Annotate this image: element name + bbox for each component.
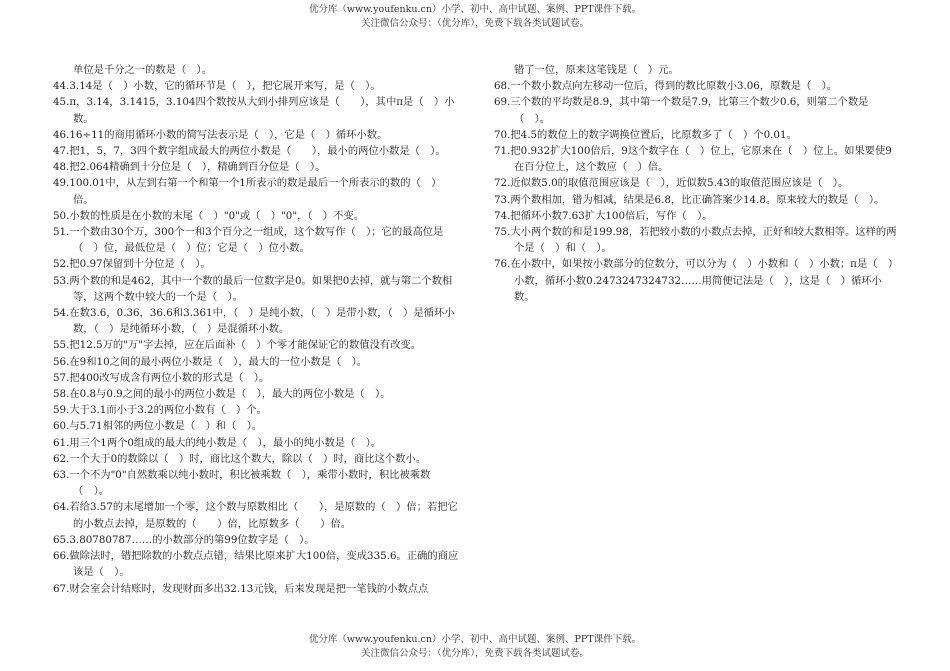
question-item: 53.两个数的和是462，其中一个数的最后一位数字是0。如果把0去掉，就与第二个数相等，这两个数中较大的一个是（ ）。	[53, 274, 453, 303]
question-item: 71.把0.932扩大100倍后，9这个数字在（ ）位上，它原来在（ ）位上。如果要使9在百分位上，这个数应（ ）倍。	[494, 145, 892, 174]
question-item: 76.在小数中，如果按小数部分的位数分，可以分为（ ）小数和（ ）小数；π是（ ）小数，循环小数0.2473247324732……用简便记法是（ ），这是（ ）循环小数。	[494, 258, 899, 303]
question-item: 49.100.01中，从左到右第一个和第一个1所表示的数是最后一个所表示的数的（ ）倍。	[53, 177, 442, 206]
question-item: 72.近似数5.0的取值范围应该是（ ），近似数5.43的取值范围应该是（ ）。	[494, 177, 849, 190]
question-item: 45.π，3.14，3.1415，3.104四个数按从大到小排列应该是（ ），其中π是（ ）小数。	[53, 96, 455, 125]
right-column	[494, 62, 902, 305]
question-item: 66.做除法时，错把除数的小数点点错，结果比原来扩大100倍，变成335.6。正确的商应该是（ ）。	[53, 550, 459, 579]
question-item: 54.在数3.6，0.36，36.6和3.361中，（ ）是纯小数，（ ）是带小数，（ ）是循环小数，（ ）是纯循环小数，（ ）是混循环小数。	[53, 307, 455, 336]
question-item: 63.一个不为"0"自然数乘以纯小数时，积比被乘数（ ），乘带小数时，积比被乘数（ ）。	[53, 469, 431, 498]
question-item: 69.三个数的平均数是8.9，其中第一个数是7.9，比第三个数少0.6，则第二个数是（ ）。	[494, 96, 869, 125]
question-item: 56.在9和10之间的最小两位小数是（ ），最大的一位小数是（ ）。	[53, 355, 368, 368]
question-item: 58.在0.8与0.9之间的最小的两位小数是（ ），最大的两位小数是（ ）。	[53, 388, 391, 401]
question-item: 61.用三个1两个0组成的最大的纯小数是（ ），最小的纯小数是（ ）。	[53, 436, 382, 449]
footer-line-2: 关注微信公众号：（优分库），免费下载各类试题试卷。	[360, 648, 589, 659]
question-item: 60.与5.71相邻的两位小数是（ ）和（ ）。	[53, 420, 263, 433]
left-column	[53, 62, 461, 597]
question-item: 单位是千分之一的数是（ ）。	[73, 64, 213, 76]
header-line-1: 优分库（www.youfenku.cn）小学、初中、高中试题、案例、PPT课件下载。	[308, 4, 642, 15]
question-item: 70.把4.5的数位上的数字调换位置后，比原数多了（ ）个0.01。	[494, 128, 797, 141]
question-item: 57.把400改写成含有两位小数的形式是（ ）。	[53, 371, 270, 384]
question-item: 75.大小两个数的和是199.98，若把较小数的小数点去掉，正好和较大数相等。这样的两个是（ ）和（ ）。	[494, 226, 897, 255]
question-item: 67.财会室会计结账时，发现财面多出32.13元钱，后来发现是把一笔钱的小数点点	[53, 582, 429, 595]
question-item: 46.16÷11的商用循环小数的简写法表示是（ ），它是（ ）循环小数。	[53, 128, 388, 141]
footer-line-1: 优分库（www.youfenku.cn）小学、初中、高中试题、案例、PPT课件下载。	[308, 634, 642, 645]
question-item: 73.两个数相加，错为相减，结果是6.8，比正确答案少14.8。原来较大的数是（ ）。	[494, 193, 885, 206]
question-item: 51.一个数由30个万，300个一和3个百分之一组成，这个数写作（ ）；它的最高位是（ ）位，最低位是（ ）位；它是（ ）位小数。	[53, 226, 444, 255]
question-item: 48.把2.064精确到十分位是（ ），精确到百分位是（ ）。	[53, 161, 326, 174]
question-item: 44.3.14是（ ）小数，它的循环节是（ ），把它展开来写，是（ ）。	[53, 80, 381, 93]
question-item: 74.把循环小数7.63扩大100倍后，写作（ ）。	[494, 209, 713, 222]
page-footer	[0, 633, 950, 661]
question-item: 64.若给3.57的末尾增加一个零，这个数与原数相比（ ），是原数的（ ）倍；若把它的小数点去掉，是原数的（ ）倍，比原数多（ ）倍。	[53, 501, 458, 530]
question-item: 65.3.80780787……的小数部分的第99位数字是（ ）。	[53, 533, 315, 546]
question-item: 62.一个大于0的数除以（ ）时，商比这个数大，除以（ ）时，商比这个数小。	[53, 452, 427, 465]
header-line-2: 关注微信公众号：（优分库），免费下载各类试题试卷。	[360, 18, 589, 29]
question-item: 68.一个数小数点向左移动一位后，得到的数比原数小3.06，原数是（ ）。	[494, 80, 838, 93]
question-item: 52.把0.97保留到十分位是（ ）。	[53, 258, 211, 271]
question-item: 55.把12.5万的"万"字去掉，应在后面补（ ）个零才能保证它的数值没有改变。	[53, 339, 421, 352]
question-item: 47.把1，5，7，3四个数字组成最大的两位小数是（ ），最小的两位小数是（ ）。	[53, 145, 446, 158]
page-header	[0, 3, 950, 31]
question-item: 59.大于3.1而小于3.2的两位小数有（ ）个。	[53, 404, 267, 417]
question-item: 错了一位，原来这笔钱是（ ）元。	[514, 64, 679, 76]
question-item: 50.小数的性质是在小数的末尾（ ）"0"或（ ）"0"，（ ）不变。	[53, 209, 364, 222]
